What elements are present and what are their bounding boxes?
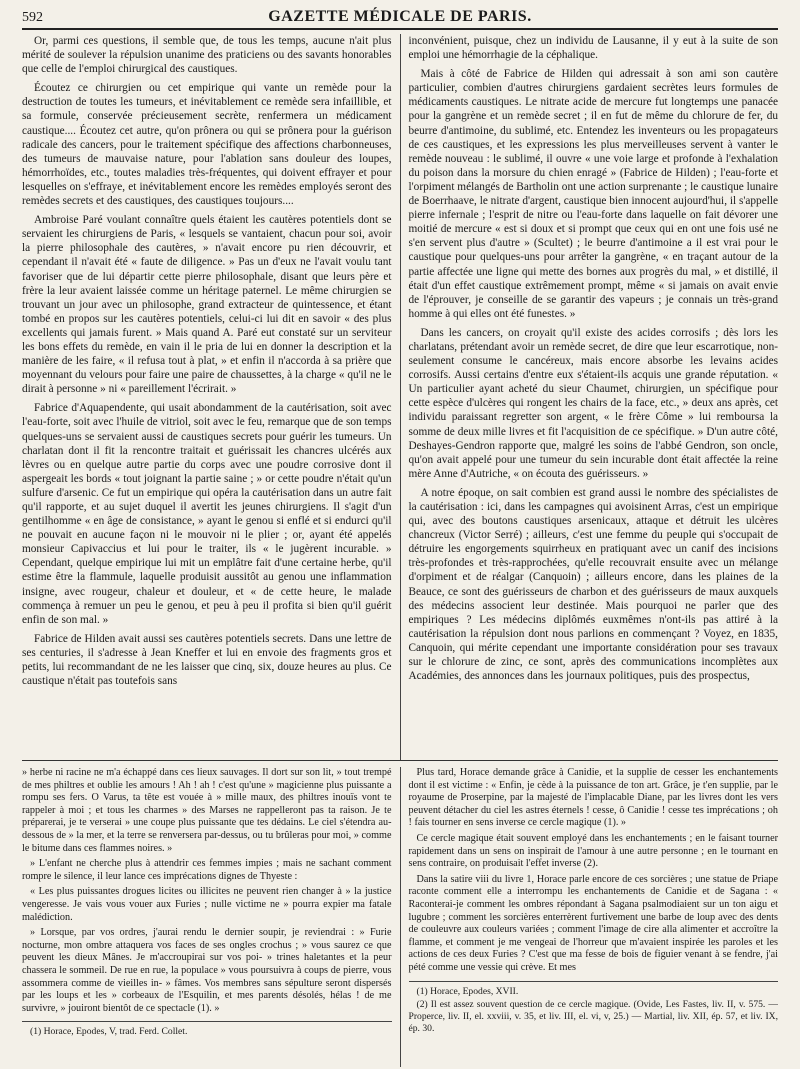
footnote: (2) Il est assez souvent question de ce cercle magique. (Ovide, Les Fastes, liv. II, v. 575. — Properce, liv. II, el. xxviii, v. 35, et liv. III, el. vi, v, 25.) — Martial, liv. XII, ép. 57, et liv. IX, ép. 30. xyxy=(408,998,778,1034)
upper-left-column xyxy=(22,34,401,760)
lower-right-column xyxy=(401,767,779,1067)
upper-right-column xyxy=(401,34,779,760)
paragraph: Or, parmi ces questions, il semble que, de tous les temps, aucune n'ait plus mérité de soulever la répulsion unanime des praticiens ou des savants honorables que celle de l'emploi chirurgical des caustiques. xyxy=(22,35,392,76)
paragraph: Fabrice de Hilden avait aussi ses cautères potentiels secrets. Dans une lettre de ses centuries, il s'adresse à Jean Kneffer et lui en envoie des fragments gros et petits, lui recommandant de ne les laisser que cinq, six, douze heures au plus. Ce caustique n'était pas toutefois sans xyxy=(22,632,392,688)
upper-article xyxy=(22,34,778,761)
paragraph: A notre époque, on sait combien est grand aussi le nombre des spécialistes de la cautérisation : ici, dans les campagnes qui avoisinent Arras, c'est un empirique qui, avec des boutons caustiques arsenicaux, attaque et détruit les ulcères chancreux (Victor Serré) ; ailleurs, c'est une femme du peuple qui s'occupait de détruire les engorgements squirrheux en pratiquant avec un canif des incisions très-profondes et très-rapprochées, qu'elle recouvrait ensuite avec un mélange d'orpiment et de réalgar (Canquoin) ; ailleurs encore, dans les plaines de la Beauce, ce sont des guérisseurs de charbon et des guérisseurs de maux auxquels des médecins associent leur destinée. Mais pourquoi ne parler que des empiriques ? Les médecins diplômés euxmêmes n'ont-ils pas attiré à la cautérisation la répulsion dont nous parlions en commençant ? Voyez, en 1835, Canquoin, qui mérite cependant une importante considération pour ses travaux sur le chlorure de zinc, ce sont, après des communications incomplètes aux Académies, des annonces dans les journaux politiques, puis des prospectus, xyxy=(408,486,778,683)
paragraph: inconvénient, puisque, chez un individu de Lausanne, il y eut à la suite de son emploi une hémorrhagie de la céphalique. xyxy=(408,35,778,62)
lower-left-column xyxy=(22,767,401,1067)
paragraph: » Lorsque, par vos ordres, j'aurai rendu le dernier soupir, je reviendrai : » Furie nocturne, mon ombre attaquera vos faces de ses ongles crochus ; » vous saurez ce que peuvent les dieux Mânes. Je m'accroupirai sur vos poi- » trines haletantes et la peur chassera le sommeil. De rue en rue, la populace » vous poursuivra à coups de pierre, vous assommera comme de vieilles in- » fâmes. Vos membres sans sépulture seront dispersés par les loups et les » corbeaux de l'Esquilin, et mes parents désolés, hélas ! de me survivre, » jouiront bientôt de ce spectacle (1). » xyxy=(22,927,392,1014)
paragraph: Mais à côté de Fabrice de Hilden qui adressait à son ami son cautère particulier, combien d'autres chirurgiens gardaient secrètes leurs formules de médicaments caustiques. Le nitrate acide de mercure fut longtemps une panacée pour la gangrène et un remède secret ; il en fut de même du chlorure de fer, du beurre d'antimoine, du sublimé, etc. Entendez les inventeurs ou les propagateurs de ces caustiques, et les expressions les plus merveilleuses servent à vanter le remède nouveau : le sublimé, il ouvre « une voie large et profonde à l'exhalation du poison dans la morsure du chien enragé » (Fabrice de Hilden) ; l'eau-forte et l'orpiment mélangés de Bartholin ont une action surprenante ; le caustique lunaire de Boerrhaave, le nitrate d'argent, caustique bien innocent aujourd'hui, il s'appelle pierre infernale ; l'esprit de nitre ou l'eau-forte dans laquelle on fait dévorer une moitié de mercure « est si doux et si prompt que ceux qui en ont une fois usé ne s'en servent plus d'autre » (Scultet) ; le beurre d'antimoine a il est vrai pour le caustique pour quelques-uns pour arrêter la gangrène, « en traçant autour de la partie affectée une ligne qui mette des bornes aux progrès du mal, » et distillé, il était d'un effet caustique extrêmement prompt, même « si jamais on avait envie de l'éprouver, je conseille de se garantir des vapeurs ; je connais un très-grand homme à qui elles ont été funestes. » xyxy=(408,68,778,320)
footnotes-right xyxy=(409,981,779,1035)
page-header xyxy=(22,8,778,30)
paragraph: Écoutez ce chirurgien ou cet empirique qui vante un remède pour la destruction de toutes les tumeurs, et inévitablement ce remède sera infaillible, et sa formule, conservée précieusement secrète, renfermera un médicament caustique.... Écoutez cet autre, qu'on prônera ou qui se prônera pour la guérison radicale des cancers, pour le traitement spécifique des affections charbonneuses, des tumeurs de mauvaise nature, pour l'ablation sans douleur des loupes, hémorrhoïdes, etc., toutes maladies très-fréquentes, qui doivent effrayer et pour lesquelles on s'effraye, et inévitablement encore les remèdes employés seront des remèdes secrets et des caustiques, des caustiques toujours.... xyxy=(22,82,392,208)
footnotes-left xyxy=(22,1021,392,1038)
feuilleton-section xyxy=(22,767,778,1067)
page-number: 592 xyxy=(22,10,43,25)
paragraph: Ambroise Paré voulant connaître quels étaient les cautères potentiels dont se servaient les chirurgiens de Paris, « lesquels se vantaient, chacun pour soi, avoir la pierre philosophale des cautères, » n'avait encore pu rien découvrir, et cependant il n'avait été « faute de diligence. » Pas un d'eux ne l'avait voulu tant favoriser que de lui départir cette pierre philosophale, disant que leurs père et frère la leur avaient laissée comme un héritage paternel. Le même chirurgien se trouvant un jour avec un philosophe, grand extracteur de quintessence, et étant tombé en propos sur les cautères potentiels, celui-ci lui dit en savoir « des plus excellents qui jamais furent. » Mais quand A. Paré eut constaté sur un serviteur les bons effets du remède, en vain il le pria de lui en donner la description et la manière de les faire, « il refusa tout à plat, » et enfin il n'accorda à sa prière que moyennant du velours pour faire une paire de chaussettes, à la charge « qu'il ne le dirait à personne » ni « pareillement l'écrirait. » xyxy=(22,214,392,396)
paragraph: Fabrice d'Aquapendente, qui usait abondamment de la cautérisation, soit avec l'eau-forte, soit avec l'huile de vitriol, soit avec le feu, remarque que de son temps quelques-uns se servaient aussi de caustiques secrets pour guérir les tumeurs. Un charlatan dont il fit la rencontre traitait et guérissait les chancres ulcérés aux lèvres ou en quelque autre partie du corps avec une poudre corrosive dont il aspergeait les bords « tout joignant la partie saine ; » or cette poudre n'était qu'un sulfure d'arsenic. Ce fut un empirique qui opéra la cautérisation dans un autre fait qu'il rapporte, et au sujet duquel il avertit les jeunes chirurgiens. Il s'agit d'un gentilhomme « en âge de consistance, » ayant le genou si enflé et si endurci qu'il ne pouvait en aucune façon ni le mouvoir ni le plier ; or, ayant été appelés monsieur Capivaccius et lui pour le traiter, ils « le jugèrent incurable. » Cependant, quelque empirique lui mit un emplâtre fait d'une certaine herbe, qu'il estime être la flammule, laquelle produisit aussitôt au genou une inflammation insigne, avec rougeur, chaleur et douleur, et « de cette heure, le malade commença à remuer un peu le genou, et peu à peu il profita si bien qu'il guérit enfin de son mal. » xyxy=(22,402,392,626)
footnote: (1) Horace, Epodes, V, trad. Ferd. Collet. xyxy=(30,1026,188,1038)
paragraph: Dans les cancers, on croyait qu'il existe des acides corrosifs ; dès lors les charlatans, prétendant avoir un remède secret, de dire que leur escarrotique, non-seulement consume le cancéreux, mais encore absorbe les levains acides corrosifs. Aussi certains d'entre eux s'étaient-ils acquis une grande réputation. « Un particulier ayant acheté du sieur Chaumet, chirurgien, un spécifique pour cette espèce d'ulcères qui rongent les chairs de la face, etc., » deux ans après, cet individu paraissant regretter son argent, « le frère Côme » lui remboursa la somme de deux mille livres et fit l'acquisition de ce spécifique. » D'un autre côté, Deshayes-Gendron rapporte que, malgré les soins de l'abbé Gendron, son oncle, qu'on avait appelé pour une tumeur du sein incurable dont était affectée la reine mère Anne d'Autriche, « on écouta des guérisseurs. » xyxy=(408,326,778,480)
footnote: (1) Horace, Epodes, XVII. xyxy=(416,985,519,997)
paragraph: » L'enfant ne cherche plus à attendrir ces femmes impies ; mais ne sachant comment rompre le silence, il leur lance ces imprécations dignes de Thyeste : xyxy=(22,858,392,882)
paragraph: Dans la satire viii du livre 1, Horace parle encore de ces sorcières ; une statue de Priape raconte comment elle a interrompu les enchantements de Canidie et de Sagana : « Raconterai-je comment les ombres répondant à Sagana psalmodiaient sur un ton aigu et lugubre ; comment les sorcières enterrèrent furtivement une barbe de loup avec des dents de couleuvre aux couleurs variées ; comment l'image de cire alla alimenter et accroître la flamme, et comment je me vengeai de l'horreur que m'avaient inspirée les paroles et les actions de ces deux Furies ? C'est que ma fesse de bois de figuier venant à se fendre, j'ai pété comme une vessie qui crève. Et mes xyxy=(408,873,778,973)
paragraph: « Les plus puissantes drogues licites ou illicites ne peuvent rien changer à » la justice vengeresse. Je vais vous vouer aux Furies ; nulle victime ne » pourra expier ma fatale malédiction. xyxy=(22,886,392,923)
paragraph: Plus tard, Horace demande grâce à Canidie, et la supplie de cesser les enchantements dont il est victime : « Enfin, je cède à la puissance de ton art. Grâce, je t'en supplie, par le royaume de Proserpine, par la majesté de l'implacable Diane, par les livres dont les vers peuvent détacher du ciel les astres éternels ! cesse, ô Canidie ! cesse tes imprécations ; oh ! fais tourner en sens inverse ce cercle magique (1). » xyxy=(408,767,778,829)
paragraph: Ce cercle magique était souvent employé dans les enchantements ; en le faisant tourner rapidement dans un sens on inspirait de l'amour à une autre personne ; en le tournant en sens contraire, on produisait l'effet inverse (2). xyxy=(408,832,778,870)
paragraph: » herbe ni racine ne m'a échappé dans ces lieux sauvages. Il dort sur son lit, » tout trempé de mes philtres et oublie les amours ! Ah ! ah ! c'est qu'une » magicienne plus puissante a rompu ses fers. O Varus, ta tête est vouée à » mille maux, des philtres inouïs vont te rappeler à moi ; et tous les charmes » des Marses ne rappelleront pas ta raison. Je te préparerai, je te verserai » une coupe plus puissante que tes dédains. Le ciel s'étendra au-dessous de » la mer, et la terre se renversera par-dessus, ou tu brûleras pour moi, » comme le bitume dans ces flammes noires. » xyxy=(22,767,392,854)
journal-title: GAZETTE MÉDICALE DE PARIS. xyxy=(268,8,532,25)
